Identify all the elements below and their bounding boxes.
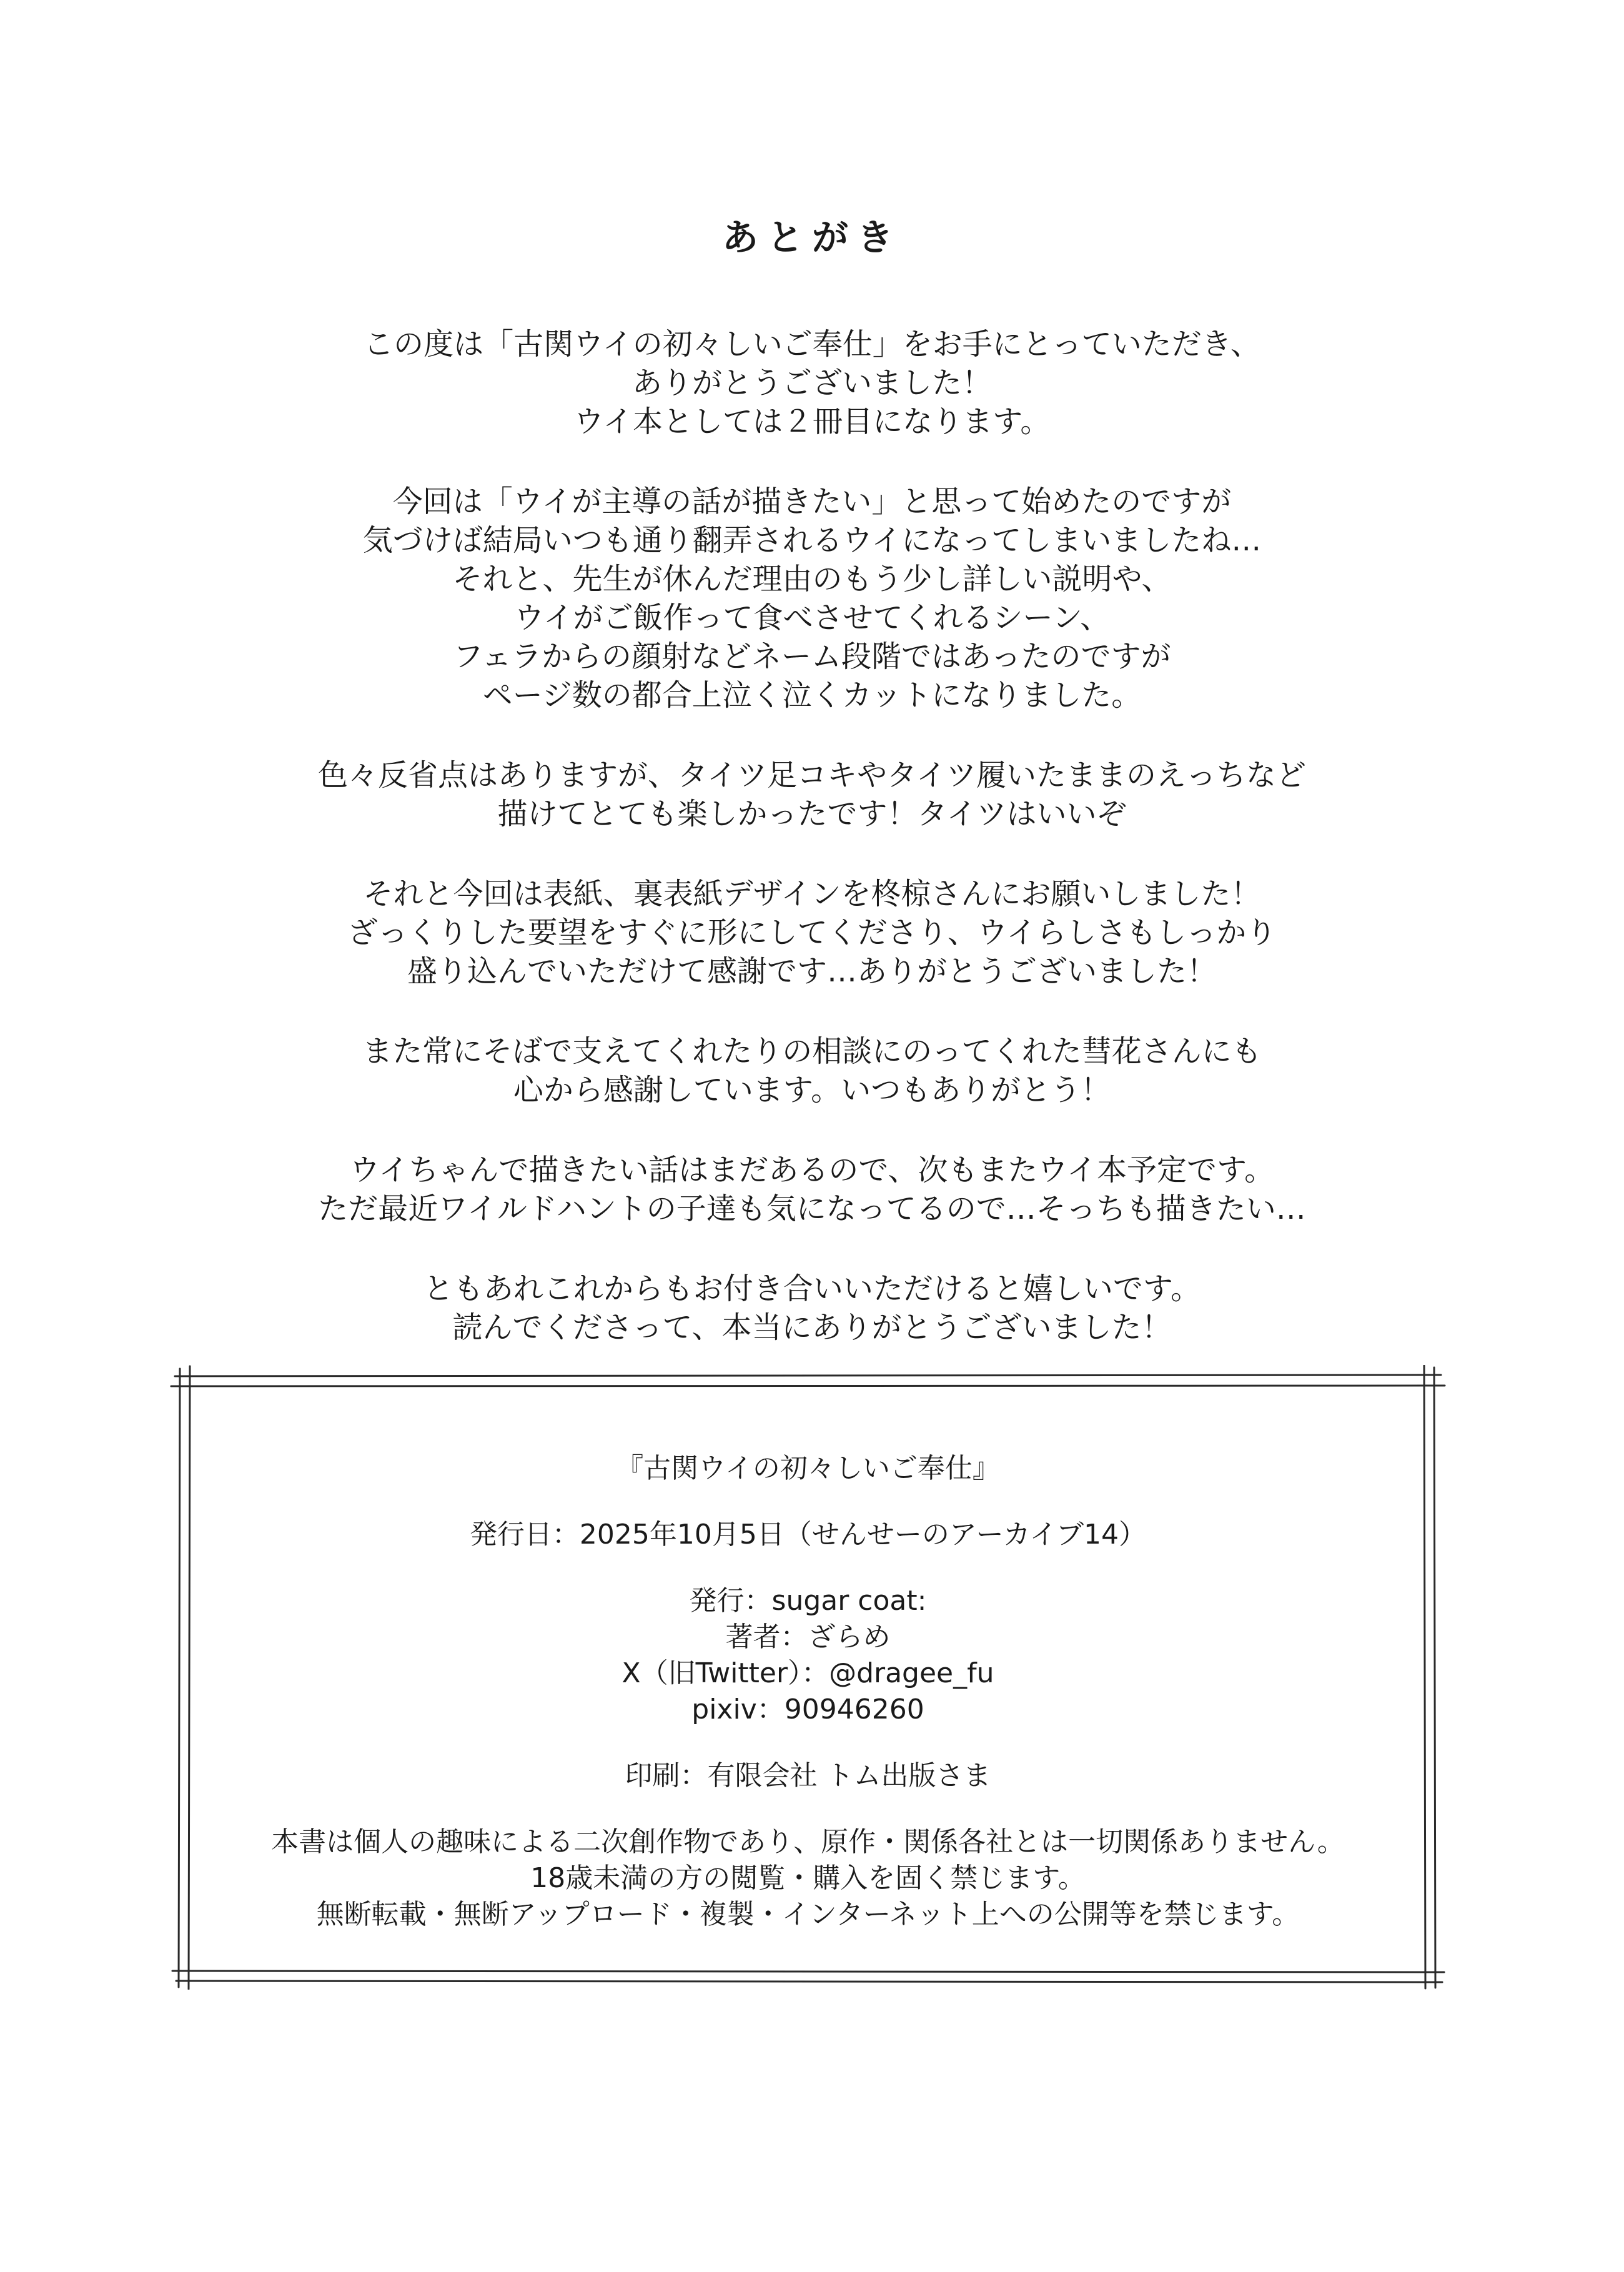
afterword-line: フェラからの顔射などネーム段階ではあったのですが — [453, 639, 1171, 674]
colophon-section — [170, 1451, 1446, 1963]
afterword-line: ありがとうございました！ — [631, 365, 992, 400]
author: 著者：ざらめ — [725, 1621, 891, 1653]
pixiv-id: pixiv：90946260 — [691, 1694, 924, 1725]
afterword-line: ページ数の都合上泣く泣くカットになりました。 — [482, 678, 1142, 713]
afterword-line: ともあれこれからもお付き合いいただけると嬉しいです。 — [423, 1271, 1201, 1306]
afterword-section — [187, 212, 1437, 1388]
afterword-line: 盛り込んでいただけて感謝です…ありがとうございました！ — [407, 954, 1217, 989]
afterword-line: ウイ本としては２冊目になります。 — [573, 404, 1051, 439]
printer: 印刷：有限会社 トム出版さま — [625, 1760, 991, 1792]
afterword-paragraph-5 — [187, 1032, 1437, 1109]
afterword-line: 色々反省点はありますが、タイツ足コキやタイツ履いたままのえっちなど — [317, 758, 1307, 793]
afterword-line: 気づけば結局いつも通り翻弄されるウイになってしまいましたね… — [362, 523, 1262, 558]
afterword-line: 読んでくださって、本当にありがとうございました！ — [452, 1310, 1172, 1345]
afterword-line: また常にそばで支えてくれたりの相談にのってくれた彗花さんにも — [362, 1034, 1262, 1069]
notice-line: 18歳未満の方の閲覧・購入を固く禁じます。 — [530, 1862, 1086, 1894]
afterword-paragraph-1 — [187, 325, 1437, 441]
afterword-paragraph-4 — [187, 875, 1437, 991]
colophon-title: 『古関ウイの初々しいご奉仕』 — [616, 1452, 1000, 1484]
afterword-line: ざっくりした要望をすぐに形にしてくださり、ウイらしさもしっかり — [347, 915, 1277, 950]
notice-line: 本書は個人の趣味による二次創作物であり、原作・関係各社とは一切関係ありません。 — [271, 1826, 1345, 1858]
afterword-line: それと今回は表紙、裏表紙デザインを柊椋さんにお願いしました！ — [363, 876, 1261, 911]
afterword-paragraph-7 — [187, 1269, 1437, 1347]
release-date: 発行日：2025年10月5日（せんせーのアーカイブ14） — [469, 1519, 1147, 1550]
afterword-title: あとがき — [721, 216, 902, 259]
afterword-line: ウイちゃんで描きたい話はまだあるので、次もまたウイ本予定です。 — [349, 1153, 1275, 1188]
afterword-line: この度は「古関ウイの初々しいご奉仕」をお手にとっていただき、 — [364, 327, 1260, 362]
afterword-paragraph-3 — [187, 756, 1437, 833]
notice-line: 無断転載・無断アップロード・複製・インターネット上への公開等を禁じます。 — [316, 1898, 1300, 1930]
afterword-line: ウイがご飯作って食べさせてくれるシーン、 — [514, 600, 1110, 635]
afterword-line: ただ最近ワイルドハントの子達も気になってるので…そっちも描きたい… — [318, 1191, 1306, 1226]
afterword-paragraph-6 — [187, 1151, 1437, 1228]
afterword-line: 描けてとても楽しかったです！タイツはいいぞ — [497, 796, 1127, 831]
publisher: 発行：sugar coat: — [689, 1585, 927, 1617]
afterword-line: それと、先生が休んだ理由のもう少し詳しい説明や、 — [452, 562, 1172, 597]
x-account: X（旧Twitter）：@dragee_fu — [621, 1657, 994, 1689]
afterword-line: 心から感謝しています。いつもありがとう！ — [513, 1073, 1111, 1108]
afterword-line: 今回は「ウイが主導の話が描きたい」と思って始めたのですが — [392, 484, 1232, 519]
afterword-paragraph-2 — [187, 482, 1437, 715]
